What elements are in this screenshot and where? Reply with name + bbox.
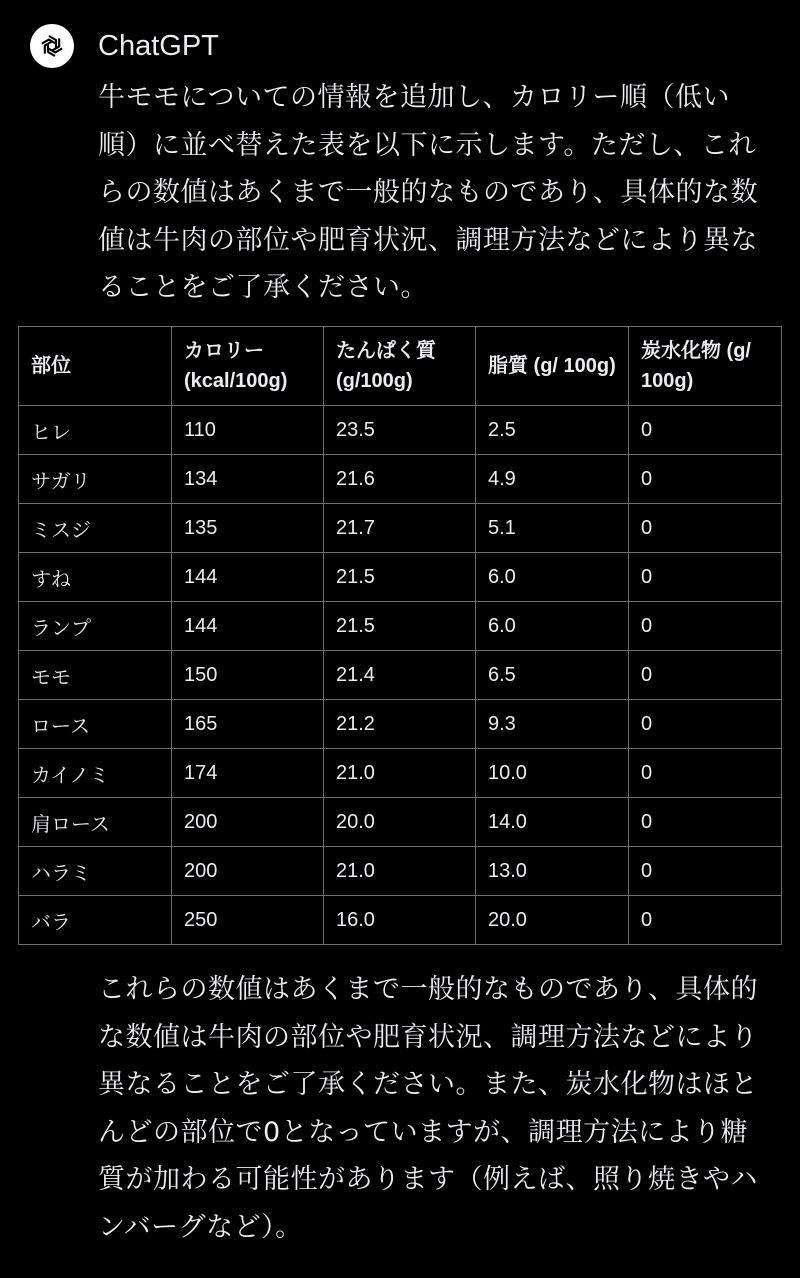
- cell-part: ロース: [19, 700, 172, 749]
- header-protein: たんぱく質 (g/100g): [324, 327, 476, 406]
- table-row: [19, 455, 782, 504]
- header-fat: 脂質 (g/ 100g): [476, 327, 629, 406]
- nutrition-table: [18, 326, 782, 945]
- cell-calorie: 174: [172, 749, 324, 798]
- cell-part: すね: [19, 553, 172, 602]
- cell-part: カイノミ: [19, 749, 172, 798]
- table-row: [19, 406, 782, 455]
- cell-carbs: 0: [629, 406, 782, 455]
- cell-fat: 14.0: [476, 798, 629, 847]
- cell-fat: 4.9: [476, 455, 629, 504]
- table-row: [19, 504, 782, 553]
- cell-carbs: 0: [629, 798, 782, 847]
- header-part: 部位: [19, 327, 172, 406]
- cell-protein: 21.5: [324, 553, 476, 602]
- cell-carbs: 0: [629, 602, 782, 651]
- openai-logo-icon: [37, 31, 67, 61]
- table-body: [19, 406, 782, 945]
- cell-fat: 5.1: [476, 504, 629, 553]
- table-row: [19, 602, 782, 651]
- cell-fat: 2.5: [476, 406, 629, 455]
- cell-protein: 21.5: [324, 602, 476, 651]
- cell-calorie: 200: [172, 798, 324, 847]
- message-outro-text: これらの数値はあくまで一般的なものであり、具体的な数値は牛肉の部位や肥育状況、調理方法などにより異なることをご了承ください。また、炭水化物はほとんどの部位で0となっていますが、調理方法により糖質が加わる可能性があります（例えば、照り焼きやハンバーグなど）。: [98, 974, 758, 1243]
- table-header: [19, 327, 782, 406]
- message-header: [30, 24, 74, 68]
- cell-protein: 21.0: [324, 847, 476, 896]
- cell-protein: 20.0: [324, 798, 476, 847]
- cell-fat: 6.0: [476, 553, 629, 602]
- header-carbs: 炭水化物 (g/ 100g): [629, 327, 782, 406]
- cell-protein: 21.0: [324, 749, 476, 798]
- table-row: [19, 651, 782, 700]
- cell-calorie: 135: [172, 504, 324, 553]
- cell-protein: 23.5: [324, 406, 476, 455]
- cell-carbs: 0: [629, 896, 782, 945]
- cell-part: サガリ: [19, 455, 172, 504]
- cell-carbs: 0: [629, 553, 782, 602]
- cell-carbs: 0: [629, 847, 782, 896]
- cell-fat: 9.3: [476, 700, 629, 749]
- cell-calorie: 134: [172, 455, 324, 504]
- cell-protein: 21.2: [324, 700, 476, 749]
- table-row: [19, 896, 782, 945]
- message-author: ChatGPT: [98, 30, 219, 62]
- cell-fat: 6.5: [476, 651, 629, 700]
- table-row: [19, 553, 782, 602]
- cell-calorie: 250: [172, 896, 324, 945]
- cell-carbs: 0: [629, 700, 782, 749]
- cell-fat: 10.0: [476, 749, 629, 798]
- table-row: [19, 749, 782, 798]
- table-row: [19, 798, 782, 847]
- cell-carbs: 0: [629, 749, 782, 798]
- cell-calorie: 144: [172, 602, 324, 651]
- cell-carbs: 0: [629, 651, 782, 700]
- cell-part: 肩ロース: [19, 798, 172, 847]
- header-calorie: カロリー (kcal/100g): [172, 327, 324, 406]
- cell-carbs: 0: [629, 455, 782, 504]
- cell-calorie: 144: [172, 553, 324, 602]
- cell-part: ミスジ: [19, 504, 172, 553]
- message-intro-text: 牛モモについての情報を追加し、カロリー順（低い順）に並べ替えた表を以下に示します。ただし、これらの数値はあくまで一般的なものであり、具体的な数値は牛肉の部位や肥育状況、調理方法などにより異なることをご了承ください。: [98, 82, 758, 303]
- cell-protein: 21.6: [324, 455, 476, 504]
- avatar: [30, 24, 74, 68]
- cell-fat: 20.0: [476, 896, 629, 945]
- cell-part: ランプ: [19, 602, 172, 651]
- cell-part: ハラミ: [19, 847, 172, 896]
- table-header-row: [19, 327, 782, 406]
- cell-fat: 6.0: [476, 602, 629, 651]
- cell-calorie: 110: [172, 406, 324, 455]
- table-row: [19, 847, 782, 896]
- cell-part: モモ: [19, 651, 172, 700]
- cell-protein: 16.0: [324, 896, 476, 945]
- cell-protein: 21.4: [324, 651, 476, 700]
- cell-part: ヒレ: [19, 406, 172, 455]
- table-row: [19, 700, 782, 749]
- cell-carbs: 0: [629, 504, 782, 553]
- cell-fat: 13.0: [476, 847, 629, 896]
- cell-calorie: 150: [172, 651, 324, 700]
- cell-calorie: 165: [172, 700, 324, 749]
- cell-protein: 21.7: [324, 504, 476, 553]
- cell-part: バラ: [19, 896, 172, 945]
- cell-calorie: 200: [172, 847, 324, 896]
